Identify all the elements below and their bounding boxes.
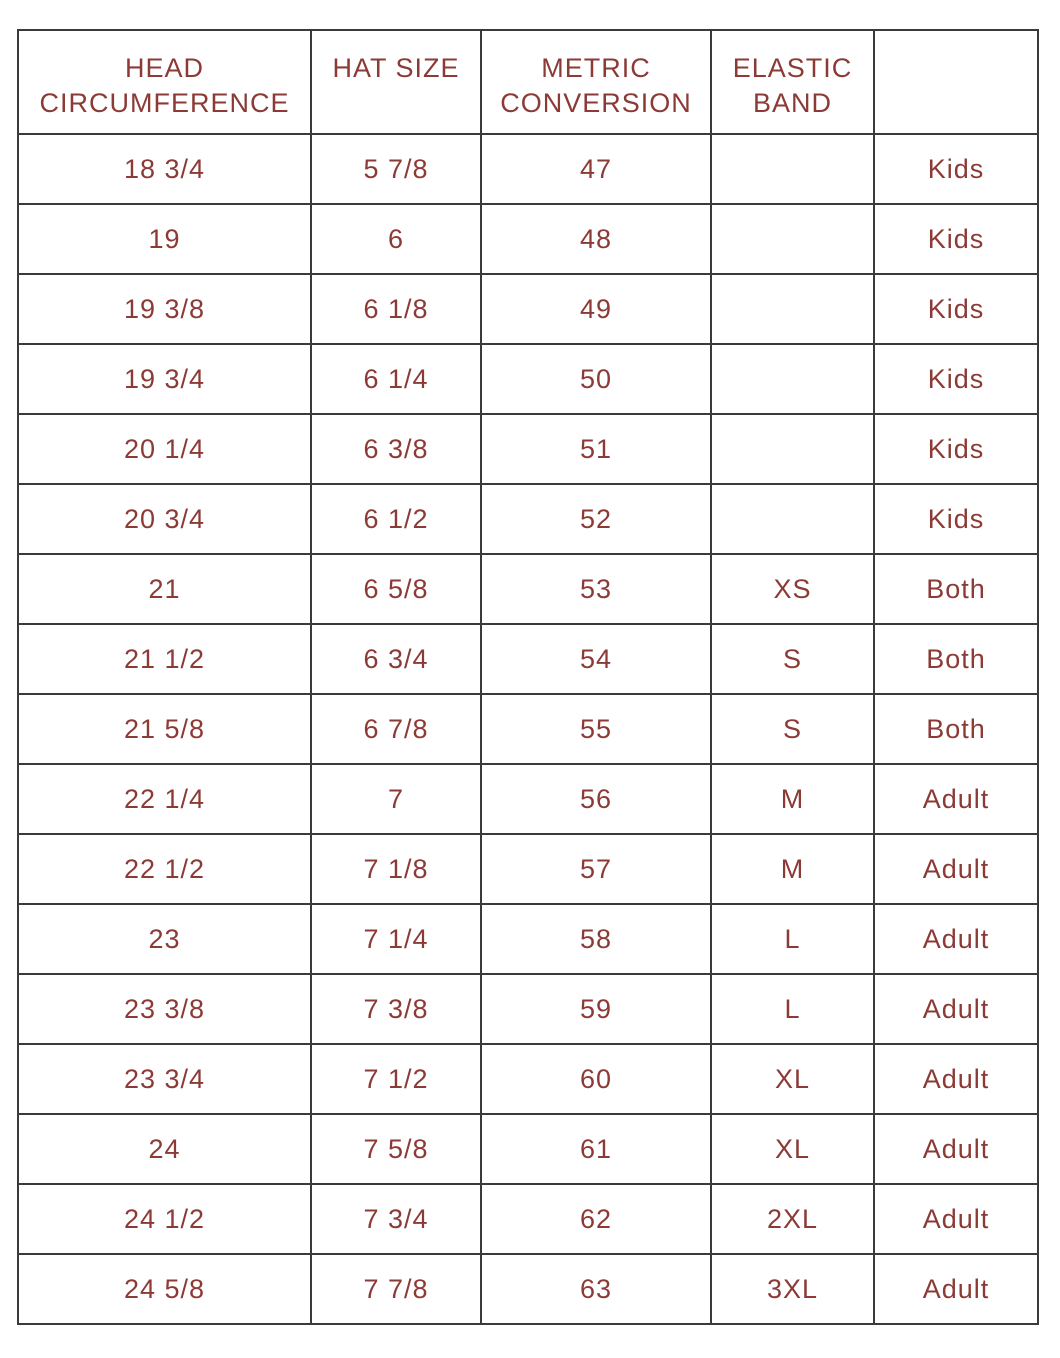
cell-elastic-band: S [711,624,874,694]
cell-metric-conversion: 52 [481,484,711,554]
cell-hat-size: 6 5/8 [311,554,481,624]
table-row [18,834,1038,904]
cell-elastic-band: L [711,904,874,974]
cell-elastic-band [711,344,874,414]
cell-elastic-band [711,274,874,344]
cell-head-circumference: 23 3/4 [18,1044,311,1114]
cell-head-circumference: 23 3/8 [18,974,311,1044]
header-hat-size-label [312,31,480,86]
cell-metric-conversion: 55 [481,694,711,764]
cell-metric-conversion: 48 [481,204,711,274]
header-head-circumference-label [19,31,310,121]
table-row [18,1044,1038,1114]
header-row [18,30,1038,134]
cell-hat-size: 6 1/4 [311,344,481,414]
cell-hat-size: 6 3/8 [311,414,481,484]
cell-category: Both [874,554,1038,624]
cell-hat-size: 7 3/4 [311,1184,481,1254]
header-metric-conversion-line: CONVERSION [500,88,692,118]
header-metric-conversion-line: METRIC [541,53,651,83]
cell-elastic-band [711,414,874,484]
table-row [18,974,1038,1044]
header-elastic-band-line: BAND [752,88,832,118]
table-body [18,134,1038,1324]
cell-metric-conversion: 54 [481,624,711,694]
cell-hat-size: 6 3/4 [311,624,481,694]
cell-category: Adult [874,974,1038,1044]
table-row [18,1254,1038,1324]
cell-category: Kids [874,344,1038,414]
cell-category: Adult [874,1254,1038,1324]
cell-head-circumference: 20 3/4 [18,484,311,554]
cell-category: Kids [874,414,1038,484]
cell-category: Both [874,694,1038,764]
header-head-circumference [18,30,311,134]
table-row [18,1114,1038,1184]
cell-hat-size: 7 [311,764,481,834]
cell-head-circumference: 22 1/4 [18,764,311,834]
table-row [18,414,1038,484]
cell-head-circumference: 19 3/8 [18,274,311,344]
table-row [18,904,1038,974]
cell-head-circumference: 19 3/4 [18,344,311,414]
cell-head-circumference: 24 5/8 [18,1254,311,1324]
table-row [18,1184,1038,1254]
cell-hat-size: 6 1/8 [311,274,481,344]
table-row [18,764,1038,834]
header-metric-conversion [481,30,711,134]
table-row [18,344,1038,414]
hat-size-chart-table [17,29,1039,1325]
cell-elastic-band: S [711,694,874,764]
cell-metric-conversion: 53 [481,554,711,624]
header-head-circumference-line: CIRCUMFERENCE [39,88,290,118]
header-elastic-band-line: ELASTIC [732,53,853,83]
cell-head-circumference: 24 [18,1114,311,1184]
cell-hat-size: 5 7/8 [311,134,481,204]
cell-metric-conversion: 47 [481,134,711,204]
cell-metric-conversion: 61 [481,1114,711,1184]
cell-elastic-band [711,134,874,204]
cell-metric-conversion: 63 [481,1254,711,1324]
cell-metric-conversion: 59 [481,974,711,1044]
cell-category: Adult [874,834,1038,904]
cell-head-circumference: 23 [18,904,311,974]
cell-hat-size: 6 1/2 [311,484,481,554]
cell-elastic-band: M [711,834,874,904]
cell-head-circumference: 21 [18,554,311,624]
header-elastic-band [711,30,874,134]
cell-metric-conversion: 60 [481,1044,711,1114]
cell-head-circumference: 19 [18,204,311,274]
header-category-label [875,31,1037,51]
cell-category: Adult [874,904,1038,974]
cell-hat-size: 7 1/2 [311,1044,481,1114]
cell-head-circumference: 20 1/4 [18,414,311,484]
table-row [18,554,1038,624]
cell-metric-conversion: 62 [481,1184,711,1254]
table-row [18,694,1038,764]
cell-head-circumference: 24 1/2 [18,1184,311,1254]
cell-category: Adult [874,1184,1038,1254]
table-row [18,624,1038,694]
cell-elastic-band: M [711,764,874,834]
cell-category: Kids [874,134,1038,204]
cell-elastic-band: XL [711,1114,874,1184]
cell-category: Kids [874,204,1038,274]
cell-hat-size: 6 7/8 [311,694,481,764]
cell-metric-conversion: 58 [481,904,711,974]
cell-category: Adult [874,764,1038,834]
cell-elastic-band: 2XL [711,1184,874,1254]
header-metric-conversion-label [482,31,710,121]
cell-elastic-band: 3XL [711,1254,874,1324]
cell-head-circumference: 21 1/2 [18,624,311,694]
cell-metric-conversion: 50 [481,344,711,414]
cell-category: Adult [874,1044,1038,1114]
cell-hat-size: 6 [311,204,481,274]
table-row [18,204,1038,274]
cell-elastic-band [711,204,874,274]
cell-elastic-band: XS [711,554,874,624]
cell-elastic-band: XL [711,1044,874,1114]
cell-metric-conversion: 51 [481,414,711,484]
header-hat-size [311,30,481,134]
header-head-circumference-line: HEAD [124,53,204,83]
cell-hat-size: 7 5/8 [311,1114,481,1184]
cell-category: Both [874,624,1038,694]
cell-head-circumference: 18 3/4 [18,134,311,204]
cell-hat-size: 7 1/8 [311,834,481,904]
cell-hat-size: 7 7/8 [311,1254,481,1324]
cell-head-circumference: 21 5/8 [18,694,311,764]
cell-metric-conversion: 57 [481,834,711,904]
cell-category: Adult [874,1114,1038,1184]
cell-category: Kids [874,484,1038,554]
cell-category: Kids [874,274,1038,344]
cell-elastic-band [711,484,874,554]
cell-hat-size: 7 3/8 [311,974,481,1044]
cell-elastic-band: L [711,974,874,1044]
header-category [874,30,1038,134]
cell-head-circumference: 22 1/2 [18,834,311,904]
cell-metric-conversion: 49 [481,274,711,344]
header-elastic-band-label [712,31,873,121]
table-row [18,274,1038,344]
cell-hat-size: 7 1/4 [311,904,481,974]
table-row [18,134,1038,204]
header-hat-size-line: HAT SIZE [332,53,460,83]
table-row [18,484,1038,554]
cell-metric-conversion: 56 [481,764,711,834]
